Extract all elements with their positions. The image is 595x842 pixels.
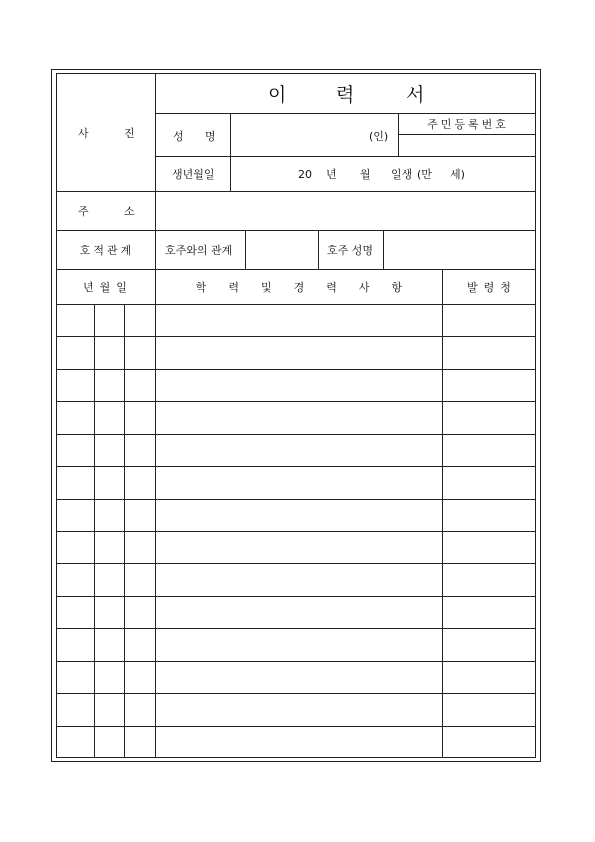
- content-header: 학력및경력사항: [195, 281, 425, 294]
- issuer-header: 발령청: [467, 281, 517, 294]
- table-row-divider: [56, 434, 536, 435]
- rule: [398, 134, 536, 135]
- rule: [124, 304, 125, 758]
- rule: [383, 230, 384, 269]
- rule: [155, 73, 156, 758]
- relation-label: 호주와의 관계: [165, 244, 233, 257]
- rule: [230, 113, 231, 191]
- rule: [155, 113, 536, 114]
- rule: [56, 230, 536, 231]
- rule: [94, 304, 95, 758]
- title-char: 서: [406, 84, 425, 106]
- table-row-divider: [56, 531, 536, 532]
- rule: [56, 304, 536, 305]
- table-row-divider: [56, 499, 536, 500]
- table-row-divider: [56, 336, 536, 337]
- table-row-divider: [56, 596, 536, 597]
- rule: [56, 269, 536, 270]
- birth-line: 세): [450, 168, 465, 181]
- table-row-divider: [56, 628, 536, 629]
- rule: [442, 269, 443, 758]
- title-char: 이: [268, 84, 287, 106]
- table-row-divider: [56, 661, 536, 662]
- title-char: 력: [336, 84, 355, 106]
- family-label: 호적관계: [79, 244, 135, 257]
- birth-line: 일생: [391, 168, 413, 181]
- rule: [318, 230, 319, 269]
- date-header: 년월일: [83, 281, 133, 294]
- photo-label: 사: [78, 127, 89, 140]
- name-label: 명: [205, 130, 216, 143]
- table-row-divider: [56, 369, 536, 370]
- birth-line: (만: [417, 168, 432, 181]
- name-label: 성: [173, 130, 184, 143]
- birth-line: 년: [326, 168, 337, 181]
- table-row-divider: [56, 466, 536, 467]
- photo-label: 진: [124, 127, 135, 140]
- rule: [155, 156, 536, 157]
- table-row-divider: [56, 726, 536, 727]
- rule: [245, 230, 246, 269]
- birth-label: 생년월일: [172, 168, 215, 181]
- birth-line: 월: [360, 168, 371, 181]
- rule: [56, 191, 536, 192]
- rrn-label: 주민등록번호: [427, 118, 509, 131]
- table-row-divider: [56, 401, 536, 402]
- table-row-divider: [56, 693, 536, 694]
- seal-mark: (인): [369, 130, 389, 143]
- table-row-divider: [56, 563, 536, 564]
- address-label: 주: [78, 205, 89, 218]
- address-label: 소: [124, 205, 135, 218]
- head-name-label: 호주 성명: [327, 244, 374, 257]
- birth-line: 20: [298, 168, 312, 181]
- rule: [398, 113, 399, 156]
